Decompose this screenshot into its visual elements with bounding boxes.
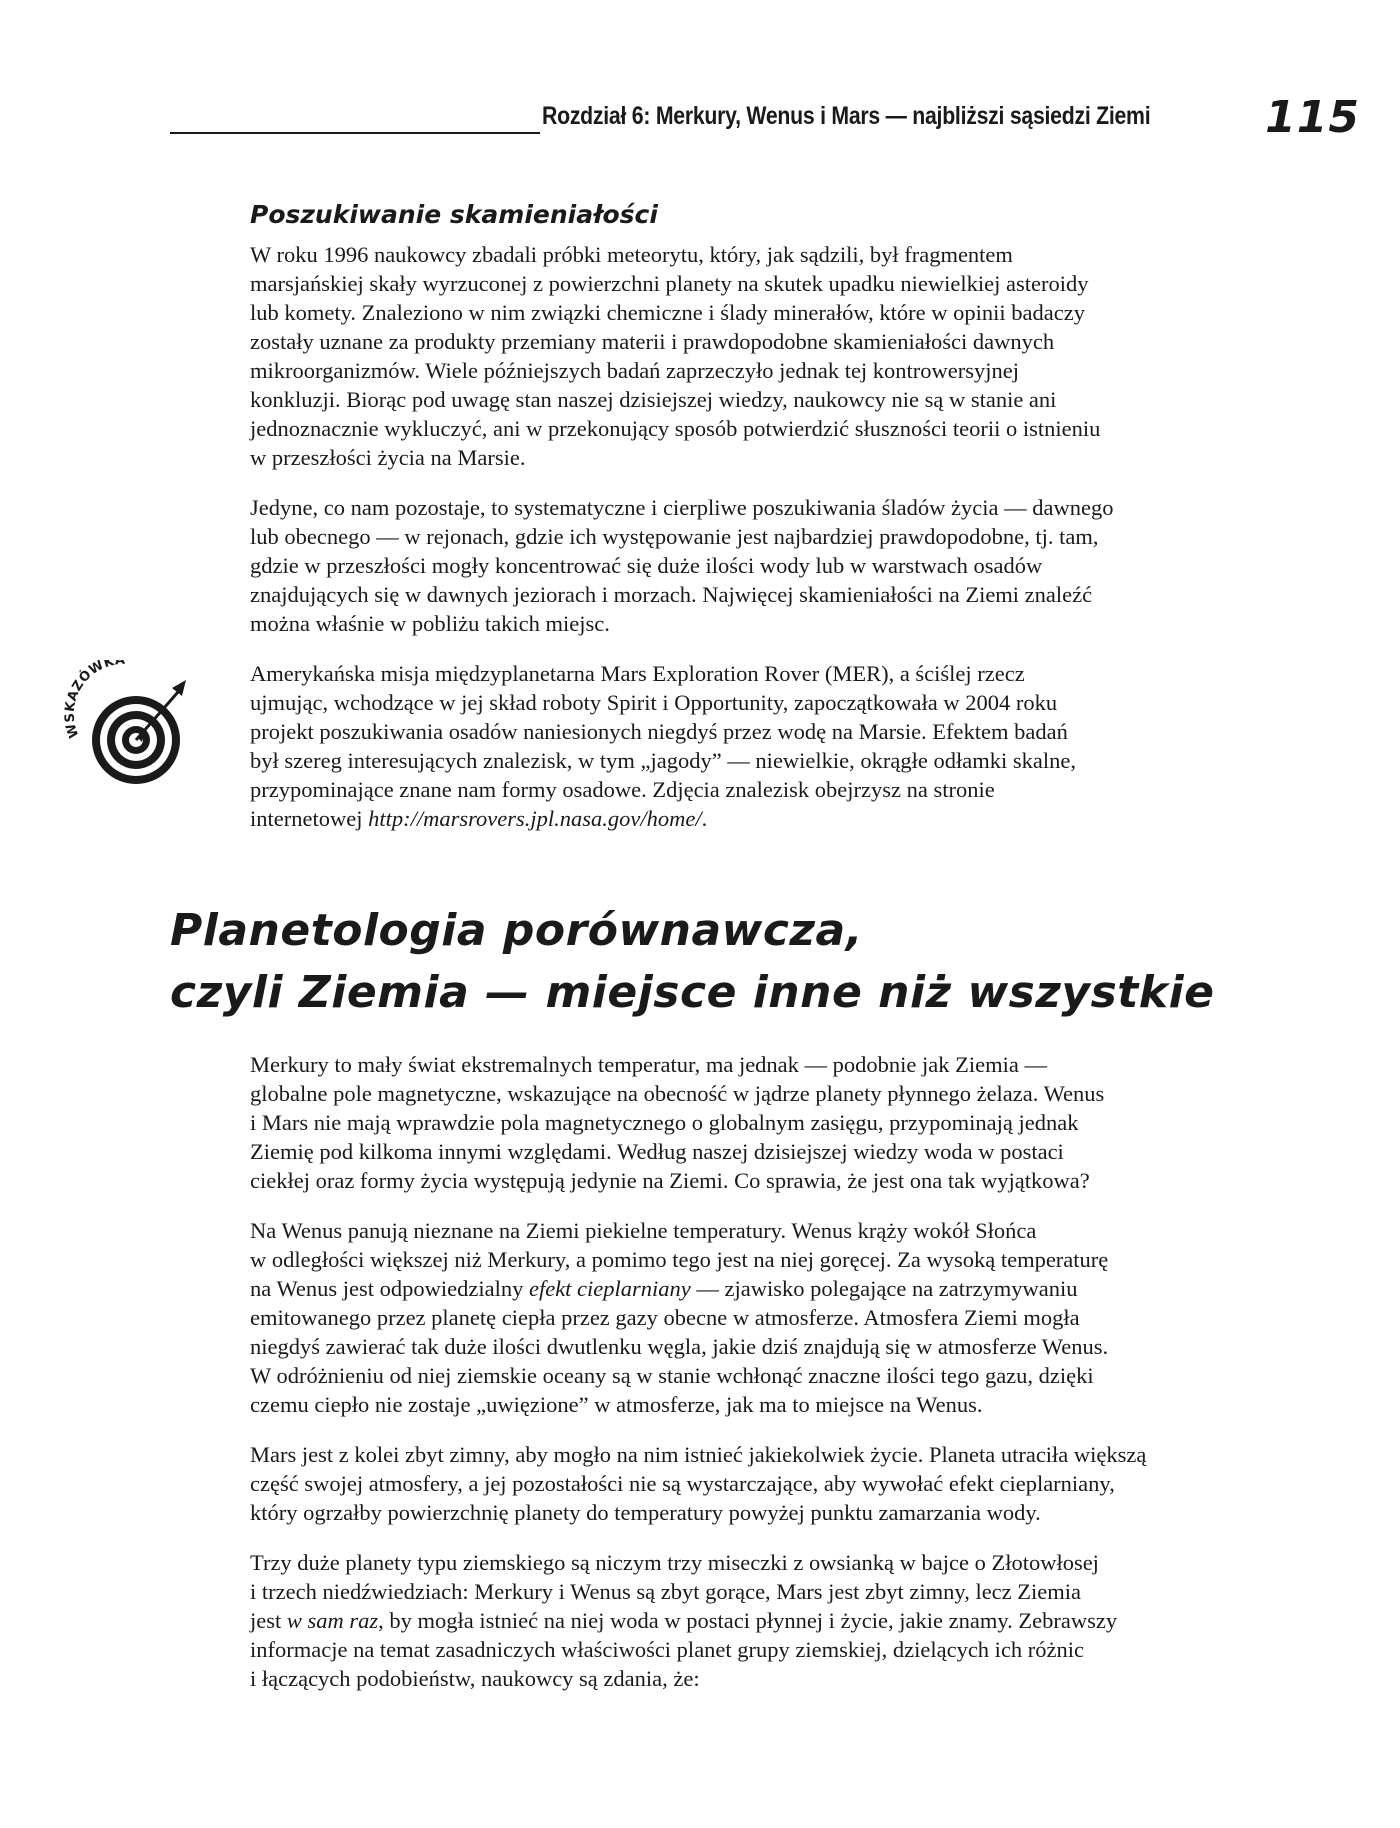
tip-paragraph bbox=[250, 659, 1240, 833]
text-line: ciekłej oraz formy życia występują jedynie na Ziemi. Co sprawia, że jest ona tak wyjątkowa? bbox=[250, 1168, 1090, 1193]
text-line: jednoznacznie wykluczyć, ani w przekonujący sposób potwierdzić słuszności teorii o istnieniu bbox=[250, 416, 1101, 441]
text-line: niegdyś zawierać tak duże ilości dwutlenku węgla, jakie dziś znajdują się w atmosferze Wenus. bbox=[250, 1334, 1109, 1359]
text-fragment: na Wenus jest odpowiedzialny bbox=[250, 1276, 529, 1301]
section2-body bbox=[250, 1050, 1240, 1714]
text-line: w odległości większej niż Merkury, a pomimo tego jest na niej goręcej. Za wysoką temperaturę bbox=[250, 1247, 1109, 1272]
text-line: był szereg interesujących znalezisk, w tym „jagody” — niewielkie, okrągłe odłamki skalne, bbox=[250, 748, 1076, 773]
text-line: część swojej atmosfery, a jej pozostałości nie są wystarczające, aby wywołać efekt cieplarniany, bbox=[250, 1471, 1115, 1496]
text-line: który ogrzałby powierzchnię planety do temperatury powyżej punktu zamarzania wody. bbox=[250, 1500, 1041, 1525]
text-line: Mars jest z kolei zbyt zimny, aby mogło na nim istnieć jakiekolwiek życie. Planeta utraciła większą bbox=[250, 1442, 1147, 1467]
emphasis-term: efekt cieplarniany bbox=[528, 1276, 691, 1301]
text-fragment: internetowej bbox=[250, 806, 369, 831]
text-line: Jedyne, co nam pozostaje, to systematyczne i cierpliwe poszukiwania śladów życia — dawnego bbox=[250, 495, 1114, 520]
text-line: projekt poszukiwania osadów naniesionych niegdyś przez wodę na Marsie. Efektem badań bbox=[250, 719, 1068, 744]
text-line: informacje na temat zasadniczych właściwości planet grupy ziemskiej, dzielących ich różnic bbox=[250, 1637, 1085, 1662]
text-line: Amerykańska misja międzyplanetarna Mars Exploration Rover (MER), a ściślej rzecz bbox=[250, 661, 1025, 686]
emphasis-term: w sam raz bbox=[286, 1608, 379, 1633]
text-line: globalne pole magnetyczne, wskazujące na obecność w jądrze planety płynnego żelaza. Wenus bbox=[250, 1081, 1105, 1106]
text-line: mikroorganizmów. Wiele późniejszych badań zaprzeczyło jednak tej kontrowersyjnej bbox=[250, 358, 1020, 383]
header-rule bbox=[170, 132, 540, 134]
text-line: można właśnie w pobliżu takich miejsc. bbox=[250, 611, 610, 636]
text-line: gdzie w przeszłości mogły koncentrować się duże ilości wody lub w warstwach osadów bbox=[250, 553, 1043, 578]
text-line: przypominające znane nam formy osadowe. Zdjęcia znalezisk obejrzysz na stronie bbox=[250, 777, 995, 802]
text-line bbox=[250, 1274, 1240, 1303]
text-line: znajdujących się w dawnych jeziorach i morzach. Najwięcej skamieniałości na Ziemi znaleźć bbox=[250, 582, 1093, 607]
tip-target-icon bbox=[58, 660, 198, 800]
section1-body bbox=[250, 240, 1240, 854]
paragraph bbox=[250, 1548, 1240, 1693]
text-line: marsjańskiej skały wyrzuconej z powierzchni planety na skutek upadku niewielkiej asteroidy bbox=[250, 271, 1089, 296]
paragraph bbox=[250, 1440, 1240, 1527]
heading-line: czyli Ziemia — miejsce inne niż wszystkie bbox=[170, 967, 1215, 1018]
text-fragment: — zjawisko polegające na zatrzymywaniu bbox=[690, 1276, 1078, 1301]
text-line: Na Wenus panują nieznane na Ziemi piekielne temperatury. Wenus krąży wokół Słońca bbox=[250, 1218, 1037, 1243]
tip-icon-label: WSKAZÓWKA bbox=[62, 660, 127, 740]
text-fragment: jest bbox=[250, 1608, 287, 1633]
text-line: Merkury to mały świat ekstremalnych temperatur, ma jednak — podobnie jak Ziemia — bbox=[250, 1052, 1047, 1077]
text-line: czemu ciepło nie zostaje „uwięzione” w atmosferze, jak ma to miejsce na Wenus. bbox=[250, 1392, 983, 1417]
text-line: i Mars nie mają wprawdzie pola magnetycznego o globalnym zasięgu, przypominają jednak bbox=[250, 1110, 1079, 1135]
text-line: konkluzji. Biorąc pod uwagę stan naszej dzisiejszej wiedzy, naukowcy nie są w stanie ani bbox=[250, 387, 1057, 412]
url-link[interactable]: http://marsrovers.jpl.nasa.gov/home/ bbox=[368, 806, 702, 831]
paragraph bbox=[250, 1216, 1240, 1419]
running-head bbox=[170, 92, 1360, 143]
section-subheading: Poszukiwanie skamieniałości bbox=[250, 200, 658, 229]
page-number: 115 bbox=[1265, 92, 1360, 143]
text-fragment: . bbox=[701, 806, 708, 831]
text-fragment: , by mogła istnieć na niej woda w postaci płynnej i życie, jakie znamy. Zebrawszy bbox=[378, 1608, 1118, 1633]
text-line: i łączących podobieństw, naukowcy są zdania, że: bbox=[250, 1666, 700, 1691]
paragraph bbox=[250, 1050, 1240, 1195]
text-line bbox=[250, 1606, 1240, 1635]
text-line: lub obecnego — w rejonach, gdzie ich występowanie jest najbardziej prawdopodobne, tj. tam, bbox=[250, 524, 1099, 549]
text-line: W odróżnieniu od niej ziemskie oceany są w stanie wchłonąć znaczne ilości tego gazu, dzięki bbox=[250, 1363, 1094, 1388]
paragraph bbox=[250, 240, 1240, 472]
text-line: Ziemię pod kilkoma innymi względami. Według naszej dzisiejszej wiedzy woda w postaci bbox=[250, 1139, 1064, 1164]
text-line: zostały uznane za produkty przemiany materii i prawdopodobne skamieniałości dawnych bbox=[250, 329, 1055, 354]
text-line: W roku 1996 naukowcy zbadali próbki meteorytu, który, jak sądzili, był fragmentem bbox=[250, 242, 1013, 267]
chapter-title: Rozdział 6: Merkury, Wenus i Mars — najbliższi sąsiedzi Ziemi bbox=[542, 102, 1151, 130]
heading-line: Planetologia porównawcza, bbox=[170, 905, 863, 956]
section-heading bbox=[170, 900, 1215, 1024]
text-line: Trzy duże planety typu ziemskiego są niczym trzy miseczki z owsianką w bajce o Złotowłosej bbox=[250, 1550, 1099, 1575]
text-line: i trzech niedźwiedziach: Merkury i Wenus są zbyt gorące, Mars jest zbyt zimny, lecz Ziemia bbox=[250, 1579, 1081, 1604]
paragraph bbox=[250, 493, 1240, 638]
text-line: emitowanego przez planetę ciepła przez gazy obecne w atmosferze. Atmosfera Ziemi mogła bbox=[250, 1305, 1080, 1330]
text-line: lub komety. Znaleziono w nim związki chemiczne i ślady minerałów, które w opinii badaczy bbox=[250, 300, 1085, 325]
text-line: w przeszłości życia na Marsie. bbox=[250, 445, 526, 470]
text-line bbox=[250, 804, 1240, 833]
text-line: ujmując, wchodzące w jej skład roboty Spirit i Opportunity, zapoczątkowała w 2004 roku bbox=[250, 690, 1058, 715]
